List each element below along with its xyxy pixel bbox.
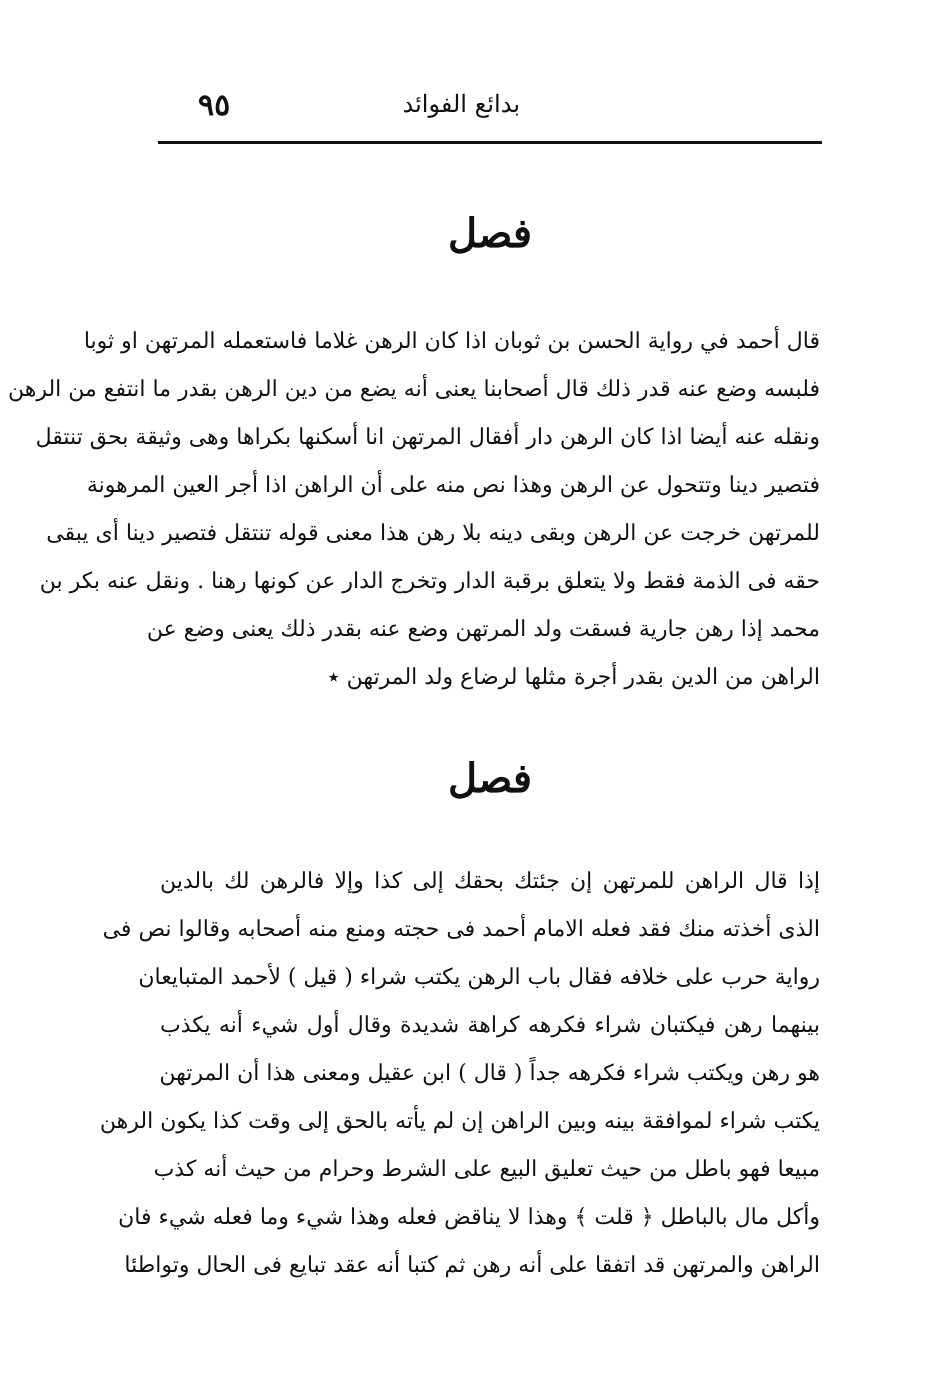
- text-line: مبيعا فهو باطل من حيث تعليق البيع على الشرط وحرام من حيث أنه كذب: [153, 1157, 820, 1182]
- text-line: هو رهن ويكتب شراء فكرهه جداً ( قال ) ابن عقيل ومعنى هذا أن المرتهن: [159, 1061, 820, 1086]
- running-header: [160, 86, 820, 138]
- text-line: قال أحمد في رواية الحسن بن ثوبان اذا كان الرهن غلاما فاستعمله المرتهن او ثوبا: [83, 329, 820, 354]
- section-heading: فصل: [447, 755, 533, 802]
- text-line: ونقله عنه أيضا اذا كان الرهن دار أفقال المرتهن انا أسكنها بكراها وهى وثيقة بحق تنتقل: [35, 425, 820, 450]
- text-line: للمرتهن خرجت عن الرهن وبقى دينه بلا رهن هذا معنى قوله تنتقل فتصير دينا أى يبقى: [46, 521, 820, 546]
- text-line: فتصير دينا وتتحول عن الرهن وهذا نص منه على أن الراهن اذا أجر العين المرهونة: [86, 473, 820, 498]
- header-rule: [158, 141, 822, 144]
- text-line: وأكل مال بالباطل ﴿ قلت ﴾ وهذا لا يناقض فعله وهذا شيء وما فعله شيء فان: [118, 1205, 820, 1230]
- section-heading: فصل: [447, 210, 533, 257]
- text-line: الراهن من الدين بقدر أجرة مثلها لرضاع ولد المرتهن ٭: [327, 665, 820, 690]
- text-line: الذى أخذته منك فقد فعله الامام أحمد فى حجته ومنع منه أصحابه وقالوا نص فى: [102, 917, 820, 942]
- paragraph: [7, 318, 820, 702]
- text-line: يكتب شراء لموافقة بينه وبين الراهن إن لم يأته بالحق إلى وقت كذا يكون الرهن: [99, 1109, 820, 1134]
- page-number: ٩٥: [198, 88, 231, 123]
- text-line: محمد إذا رهن جارية فسقت ولد المرتهن وضع عنه بقدر ذلك يعنى وضع عن: [146, 617, 820, 642]
- running-title: بدائع الفوائد: [402, 90, 520, 118]
- text-line: رواية حرب على خلافه فقال باب الرهن يكتب شراء ( قيل ) لأحمد المتبايعان: [138, 965, 820, 990]
- text-line: فلبسه وضع عنه قدر ذلك قال أصحابنا يعنى أنه يضع من دين الرهن بقدر ما انتفع من الرهن: [7, 377, 820, 402]
- text-line: الراهن والمرتهن قد اتفقا على أنه رهن ثم كتبا أنه عقد تبايع فى الحال وتواطئا: [124, 1253, 820, 1278]
- text-line: بينهما رهن فيكتبان شراء فكرهه كراهة شديدة وقال أول شيء أنه يكذب: [160, 1013, 820, 1038]
- text-line: إذا قال الراهن للمرتهن إن جئتك بحقك إلى كذا وإلا فالرهن لك بالدين: [160, 869, 820, 894]
- text-line: حقه فى الذمة فقط ولا يتعلق برقبة الدار وتخرج الدار عن كونها رهنا . ونقل عنه بكر بن: [39, 569, 820, 594]
- paragraph: [99, 858, 820, 1290]
